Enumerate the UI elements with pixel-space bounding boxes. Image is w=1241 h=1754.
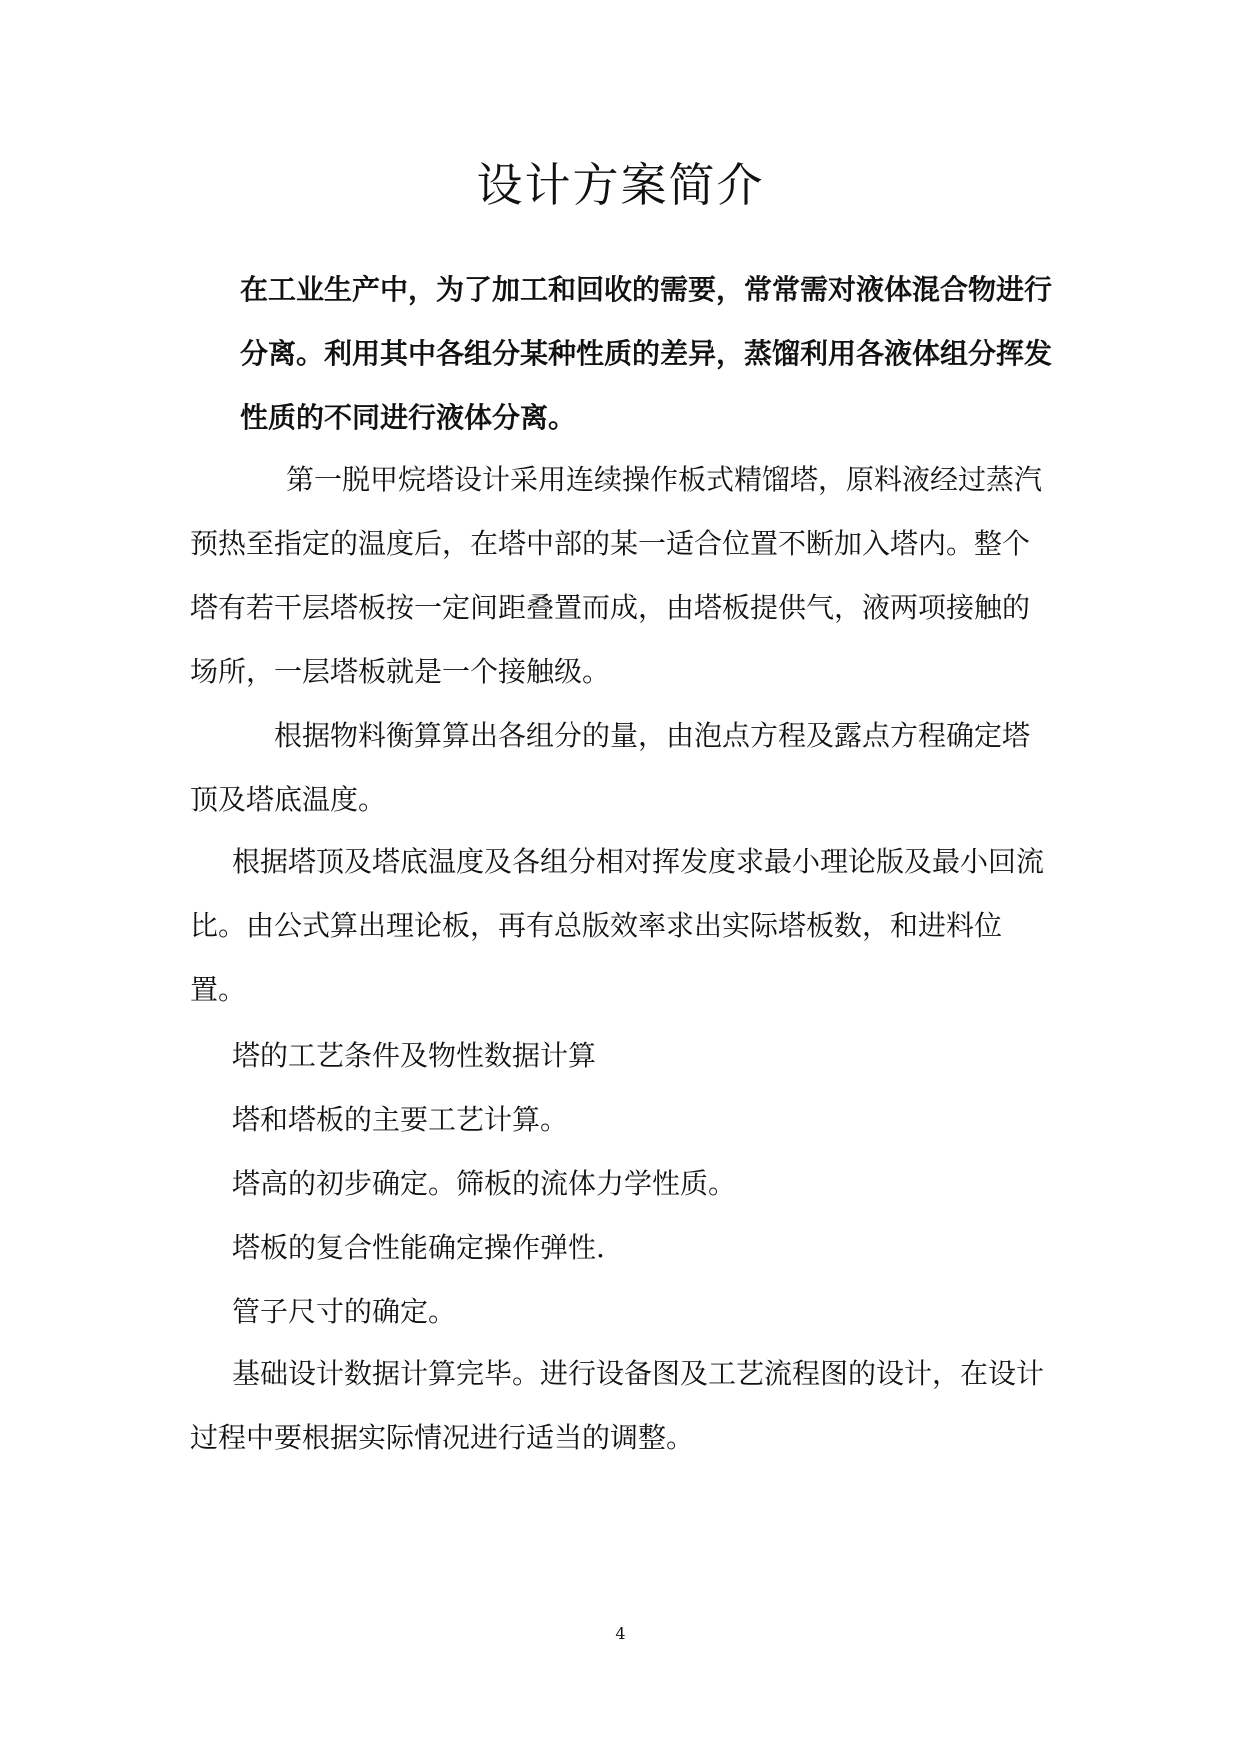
- paragraph-process-description: 第一脱甲烷塔设计采用连续操作板式精馏塔，原料液经过蒸汽预热至指定的温度后，在塔中部的某一适合位置不断加入塔内。整个塔有若干层塔板按一定间距叠置而成，由塔板提供气，液两项接触的场所，一层塔板就是一个接触级。: [190, 463, 1043, 688]
- page-number: 4: [615, 1624, 626, 1643]
- document-title: 设计方案简介: [476, 158, 765, 212]
- intro-text: 在工业生产中，为了加工和回收的需要，常常需对液体混合物进行分离。利用其中各组分某种性质的差异，蒸馏利用各液体组分挥发性质的不同进行液体分离。: [240, 273, 1053, 434]
- list-item: 塔板的复合性能确定操作弹性.: [232, 1231, 605, 1264]
- paragraph-conclusion: 基础设计数据计算完毕。进行设备图及工艺流程图的设计，在设计过程中要根据实际情况进行适当的调整。: [190, 1357, 1045, 1454]
- list-item: 塔高的初步确定。筛板的流体力学性质。: [232, 1167, 737, 1200]
- paragraph-reflux-ratio: 根据塔顶及塔底温度及各组分相对挥发度求最小理论版及最小回流比。由公式算出理论板，再有总版效率求出实际塔板数，和进料位置。: [190, 845, 1045, 1006]
- list-item: 塔和塔板的主要工艺计算。: [232, 1103, 569, 1136]
- list-item: 塔的工艺条件及物性数据计算: [232, 1039, 597, 1072]
- intro-paragraph: [212, 258, 1062, 450]
- paragraph-material-balance: 根据物料衡算算出各组分的量，由泡点方程及露点方程确定塔顶及塔底温度。: [190, 719, 1031, 816]
- list-item: 管子尺寸的确定。: [232, 1295, 457, 1328]
